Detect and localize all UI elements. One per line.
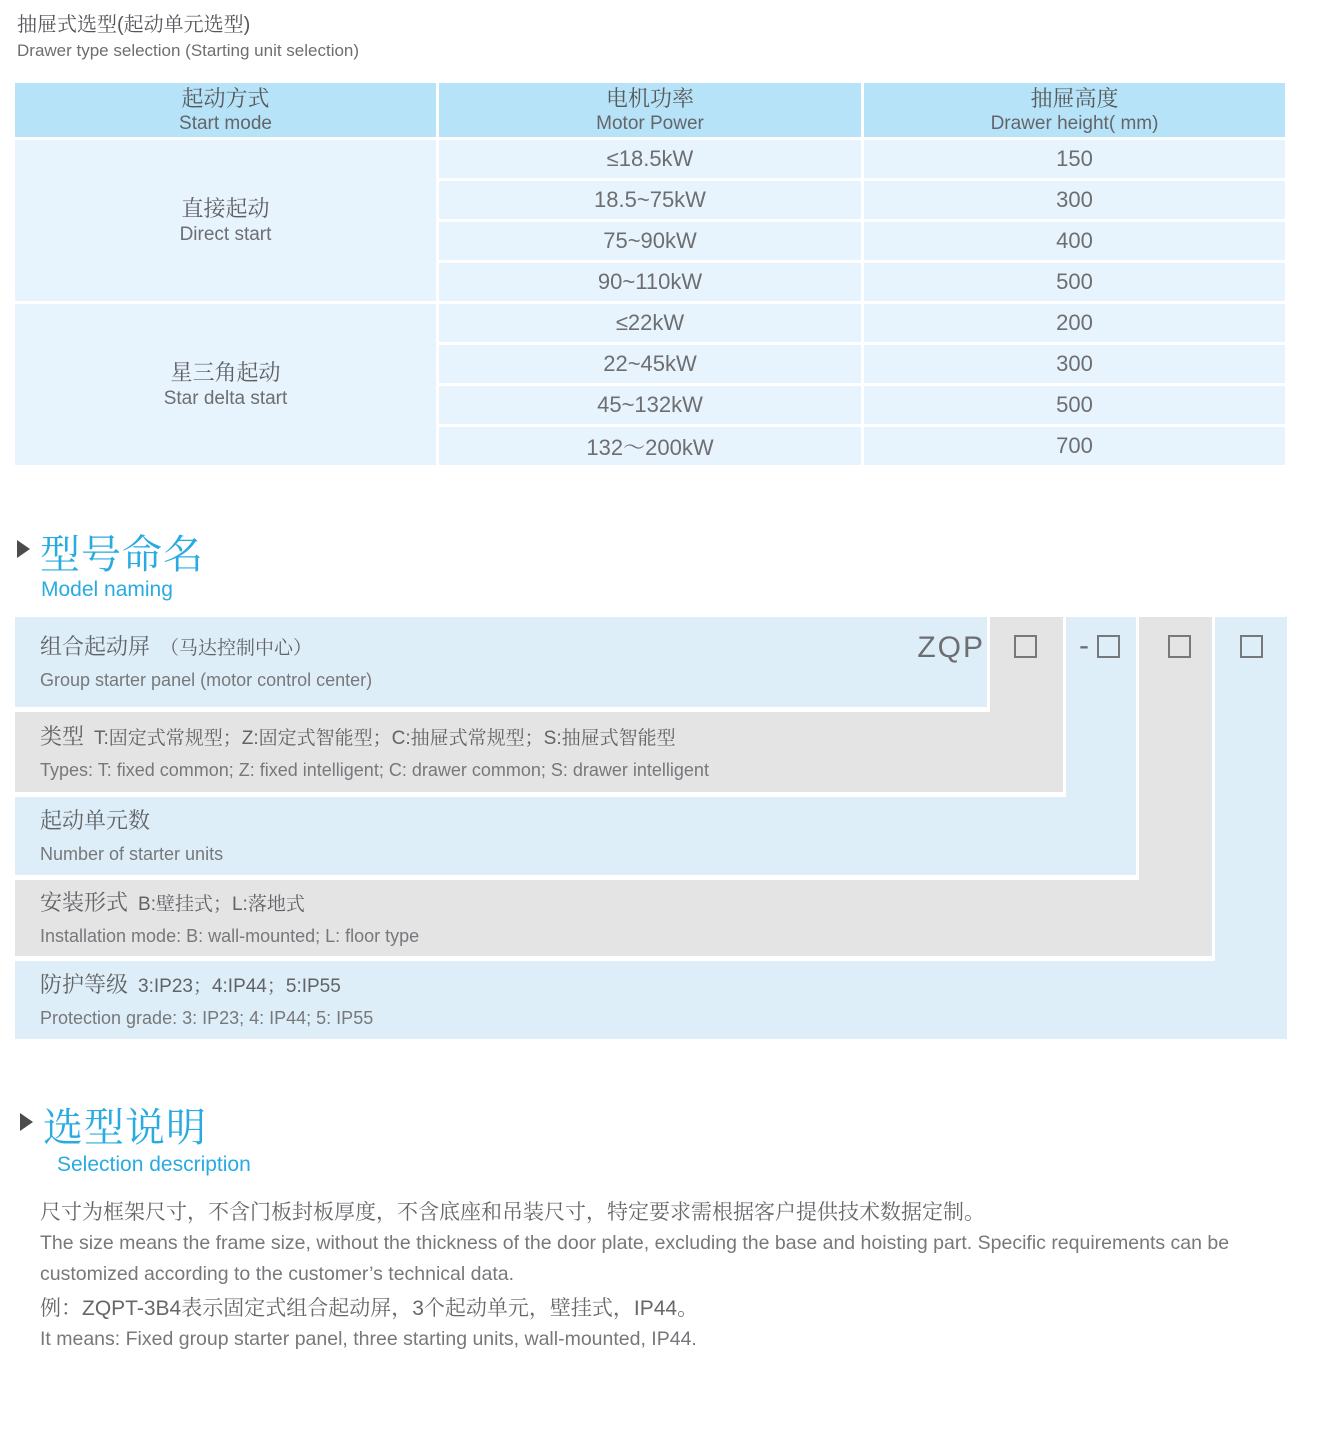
motor-power-cell: 90~110kW — [439, 263, 861, 301]
section-arrow-icon — [17, 540, 30, 558]
start-mode-cell-star-delta — [15, 304, 436, 465]
drawer-height-cell: 700 — [864, 427, 1285, 465]
table-row — [439, 427, 1285, 465]
selection-description-text — [40, 1194, 1290, 1355]
motor-power-cell: ≤18.5kW — [439, 140, 861, 178]
start-mode-cn: 星三角起动 — [170, 359, 281, 385]
motor-power-cell: ≤22kW — [439, 304, 861, 342]
table-body — [15, 140, 1285, 465]
description-cn: 尺寸为框架尺寸，不含门板封板厚度，不含底座和吊装尺寸，特定要求需根据客户提供技术数据定制。 — [40, 1201, 985, 1224]
motor-power-cell: 18.5~75kW — [439, 181, 861, 219]
model-naming-diagram — [15, 617, 1288, 1039]
header-start-mode-en: Start mode — [179, 112, 272, 134]
naming-row-cn-detail: （马达控制中心） — [160, 637, 313, 659]
direct-start-rows — [439, 140, 1285, 301]
naming-row-cn-detail: 3:IP23；4:IP44；5:IP55 — [138, 975, 341, 997]
naming-row-cn: 类型 — [40, 723, 85, 749]
table-row — [439, 222, 1285, 260]
naming-row-protection — [15, 961, 1287, 1039]
naming-row-en: Group starter panel (motor control center) — [40, 669, 373, 690]
example-en: It means: Fixed group starter panel, three starting units, wall-mounted, IP44. — [40, 1328, 697, 1350]
motor-power-cell: 75~90kW — [439, 222, 861, 260]
model-naming-heading-cn: 型号命名 — [40, 533, 204, 577]
model-code-separator: - — [1079, 629, 1089, 662]
table-row — [439, 304, 1285, 342]
selection-description-heading-cn: 选型说明 — [43, 1106, 207, 1150]
table-header-row — [15, 83, 1285, 137]
motor-power-cell: 132～200kW — [439, 427, 861, 465]
selection-description-heading-en: Selection description — [57, 1153, 251, 1176]
drawer-height-cell: 500 — [864, 263, 1285, 301]
table-row — [439, 345, 1285, 383]
naming-row-types — [15, 712, 1063, 792]
naming-row-installation — [15, 880, 1212, 956]
model-code-box — [1014, 635, 1037, 658]
header-motor-power-en: Motor Power — [596, 112, 704, 134]
model-code-box — [1097, 635, 1120, 658]
header-motor-power-cn: 电机功率 — [605, 85, 694, 111]
naming-row-cn-detail: B:壁挂式；L:落地式 — [138, 893, 305, 915]
drawer-height-cell: 300 — [864, 345, 1285, 383]
naming-row-cn: 安装形式 — [40, 889, 129, 915]
header-drawer-height — [864, 83, 1285, 137]
doc-title-en: Drawer type selection (Starting unit selection) — [17, 41, 360, 60]
naming-row-starter-units — [15, 797, 1136, 875]
start-mode-en: Direct start — [179, 223, 272, 245]
table-group-star-delta — [15, 304, 1285, 465]
model-code-box — [1168, 635, 1191, 658]
drawer-height-cell: 200 — [864, 304, 1285, 342]
start-mode-cn: 直接起动 — [181, 195, 270, 221]
header-start-mode — [15, 83, 436, 137]
model-code-box — [1240, 635, 1263, 658]
naming-row-en: Installation mode: B: wall-mounted; L: floor type — [40, 925, 420, 946]
table-row — [439, 263, 1285, 301]
motor-power-cell: 45~132kW — [439, 386, 861, 424]
drawer-height-cell: 500 — [864, 386, 1285, 424]
drawer-height-cell: 300 — [864, 181, 1285, 219]
naming-row-group-starter — [15, 617, 987, 707]
start-mode-en: Star delta start — [163, 387, 288, 409]
section-arrow-icon — [20, 1113, 33, 1131]
header-drawer-height-en: Drawer height( mm) — [990, 112, 1159, 134]
naming-row-cn-detail: T:固定式常规型；Z:固定式智能型；C:抽屉式常规型；S:抽屉式智能型 — [94, 727, 676, 749]
table-row — [439, 140, 1285, 178]
table-row — [439, 181, 1285, 219]
naming-row-en: Number of starter units — [40, 843, 224, 864]
model-code-prefix: ZQP — [917, 631, 985, 664]
model-naming-heading-en: Model naming — [41, 578, 173, 601]
naming-row-cn: 组合起动屏 — [40, 633, 151, 659]
start-mode-cell-direct — [15, 140, 436, 301]
header-motor-power — [439, 83, 861, 137]
description-en: The size means the frame size, without the thickness of the door plate, excluding the base and hoisting part. Specific requirements can be customized according to the customer’s technical data. — [40, 1232, 1230, 1285]
doc-title-cn: 抽屉式选型(起动单元选型) — [17, 14, 251, 36]
naming-row-cn: 起动单元数 — [40, 807, 151, 833]
motor-power-cell: 22~45kW — [439, 345, 861, 383]
drawer-selection-table — [15, 83, 1285, 465]
table-row — [439, 386, 1285, 424]
header-drawer-height-cn: 抽屉高度 — [1030, 85, 1119, 111]
star-delta-rows — [439, 304, 1285, 465]
naming-row-en: Types: T: fixed common; Z: fixed intelligent; C: drawer common; S: drawer intelligent — [40, 759, 709, 780]
drawer-height-cell: 150 — [864, 140, 1285, 178]
naming-row-cn: 防护等级 — [40, 971, 129, 997]
drawer-height-cell: 400 — [864, 222, 1285, 260]
header-start-mode-cn: 起动方式 — [181, 85, 270, 111]
doc-title — [17, 12, 359, 63]
naming-row-en: Protection grade: 3: IP23; 4: IP44; 5: IP55 — [40, 1007, 374, 1028]
table-group-direct-start — [15, 140, 1285, 301]
example-cn: 例：ZQPT-3B4表示固定式组合起动屏，3个起动单元，壁挂式，IP44。 — [40, 1297, 699, 1320]
